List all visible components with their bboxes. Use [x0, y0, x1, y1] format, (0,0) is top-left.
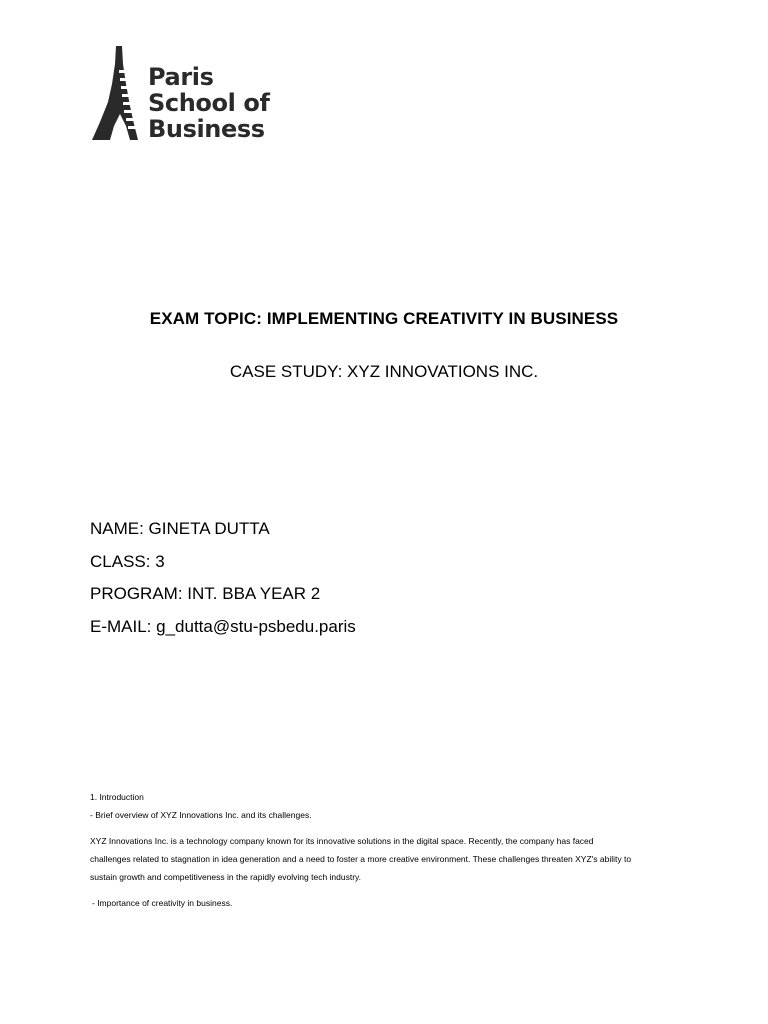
case-study-heading: CASE STUDY: XYZ INNOVATIONS INC. [229, 362, 539, 381]
school-name [148, 64, 270, 142]
overview-bullet: - Brief overview of XYZ Innovations Inc. and its challenges. [90, 810, 312, 820]
introduction-section [90, 788, 690, 912]
exam-topic-heading: EXAM TOPIC: IMPLEMENTING CREATIVITY IN BUSINESS [149, 309, 619, 328]
school-name-line2: School of [148, 89, 270, 117]
paragraph-line: sustain growth and competitiveness in the rapidly evolving tech industry. [90, 872, 362, 882]
paragraph-line: XYZ Innovations Inc. is a technology company known for its innovative solutions in the digital space. Recently, the company has faced [90, 836, 594, 846]
student-name: NAME: GINETA DUTTA [90, 519, 270, 538]
school-name-line3: Business [148, 115, 265, 143]
student-class: CLASS: 3 [90, 551, 165, 571]
school-name-line1: Paris [148, 63, 214, 91]
student-program: PROGRAM: INT. BBA YEAR 2 [90, 584, 321, 603]
eiffel-tower-icon [90, 44, 140, 142]
student-info [90, 518, 356, 648]
section-heading: 1. Introduction [90, 792, 144, 802]
importance-bullet: - Importance of creativity in business. [92, 898, 233, 908]
paragraph-line: challenges related to stagnation in idea generation and a need to foster a more creative environment. These challenges threaten XYZ's ability to [90, 854, 632, 864]
student-email: E-MAIL: g_dutta@stu-psbedu.paris [90, 616, 356, 636]
school-logo [90, 44, 290, 144]
